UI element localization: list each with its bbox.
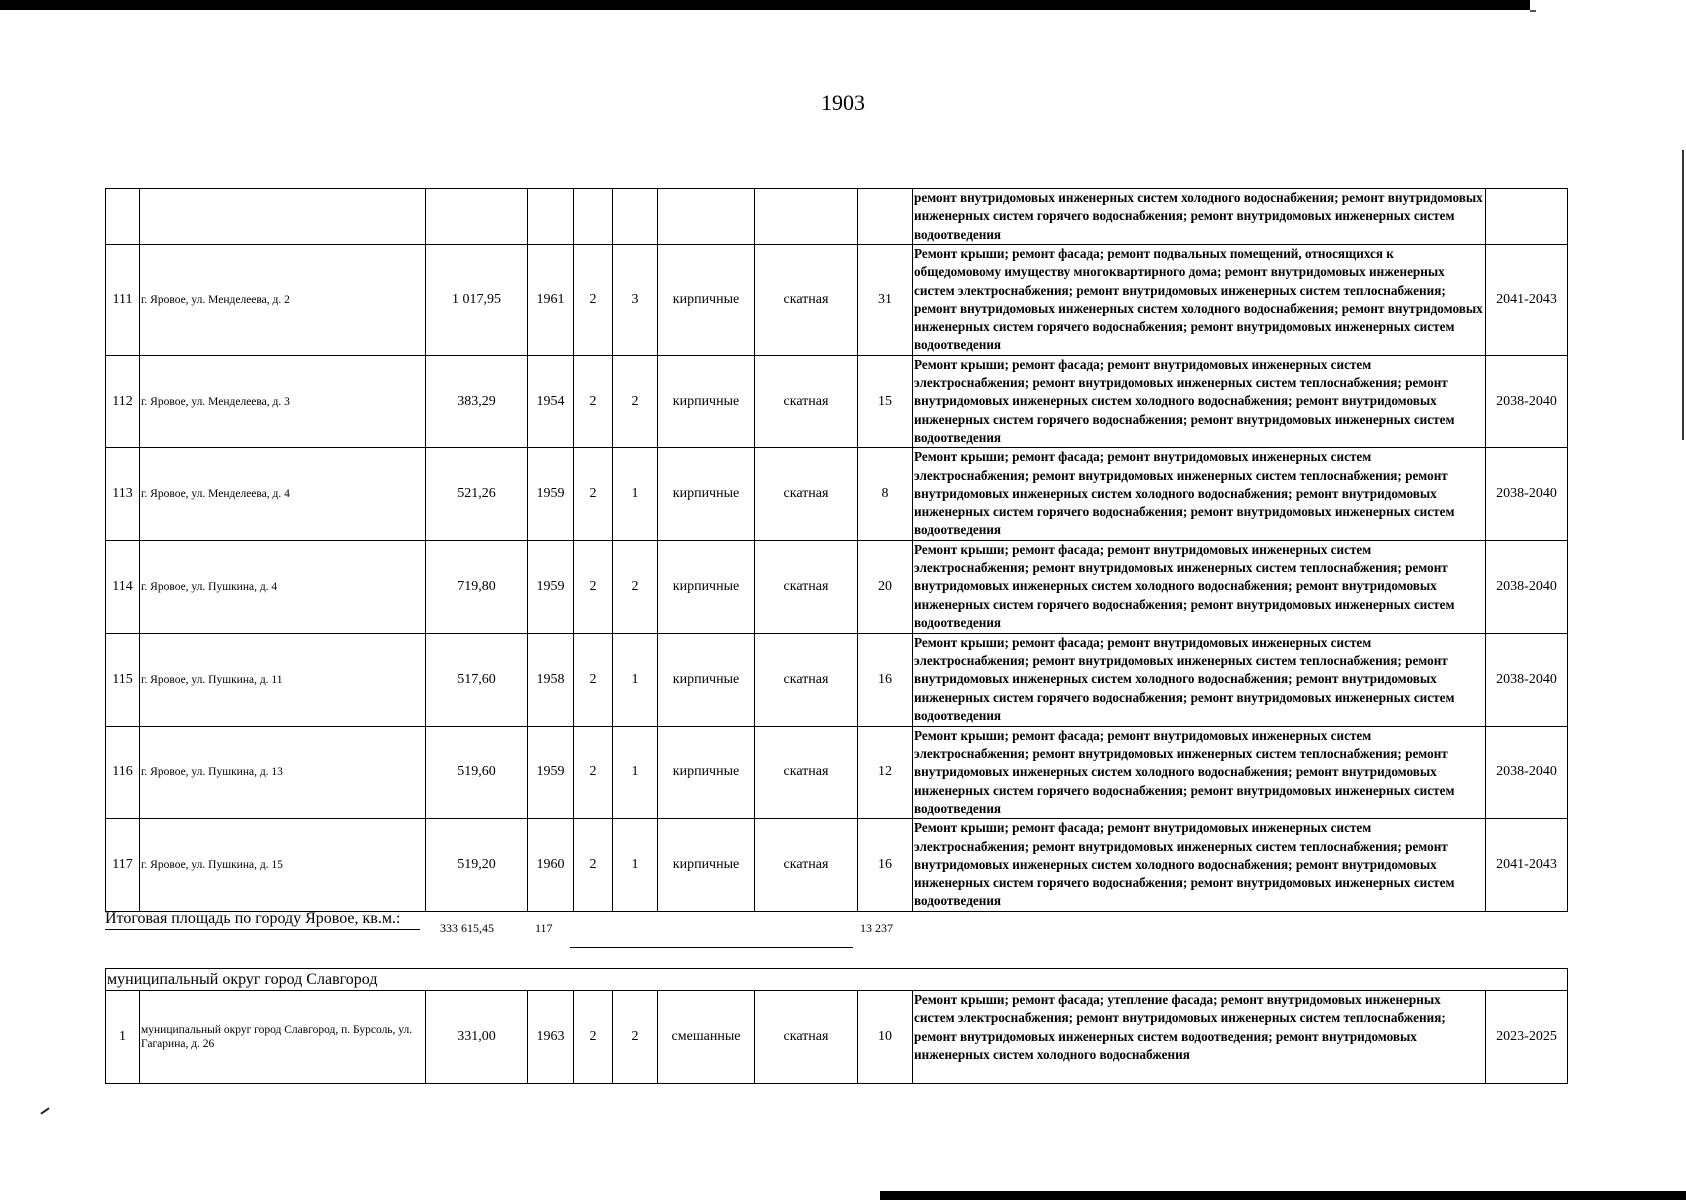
cell-entrances: 1: [613, 819, 658, 911]
cell-walls: кирпичные: [658, 540, 755, 633]
cell-entrances: 2: [613, 355, 658, 447]
cell-residents: 8: [858, 448, 913, 540]
cell-residents: 31: [858, 245, 913, 356]
cell-works: ремонт внутридомовых инженерных систем холодного водоснабжения; ремонт внутридомовых инженерных систем горячего водоснабжения; ремонт внутридомовых инженерных систем водоотведения: [913, 189, 1486, 245]
cell-works: Ремонт крыши; ремонт фасада; ремонт внутридомовых инженерных систем электроснабжения; ремонт внутридомовых инженерных систем теплоснабжения; ремонт внутридомовых инженерных систем холодного водоснабжения; ремонт внутридомовых инженерных систем горячего водоснабжения; ремонт внутридомовых инженерных систем водоотведения: [913, 540, 1486, 633]
cell-area: 1 017,95: [426, 245, 528, 356]
cell-empty: [574, 189, 613, 245]
cell-residents: 12: [858, 726, 913, 818]
cell-floors: 2: [574, 633, 613, 726]
cell-residents: 20: [858, 540, 913, 633]
cell-empty: [140, 189, 426, 245]
cell-floors: 2: [574, 991, 613, 1084]
summary-label: Итоговая площадь по городу Яровое, кв.м.:: [105, 909, 420, 930]
table-row: [106, 819, 1568, 911]
cell-walls: смешанные: [658, 991, 755, 1084]
continuation-row: [106, 189, 1568, 245]
cell-year: 1960: [528, 819, 574, 911]
cell-address: г. Яровое, ул. Менделеева, д. 4: [140, 448, 426, 540]
table-row: [106, 355, 1568, 447]
cell-residents: 16: [858, 819, 913, 911]
cell-period: 2038-2040: [1486, 540, 1568, 633]
section-title: муниципальный округ город Славгород: [106, 969, 1568, 991]
cell-roof: скатная: [755, 819, 858, 911]
cell-roof: скатная: [755, 448, 858, 540]
cell-entrances: 1: [613, 726, 658, 818]
cell-number: 114: [106, 540, 140, 633]
cell-walls: кирпичные: [658, 726, 755, 818]
cell-address: г. Яровое, ул. Пушкина, д. 13: [140, 726, 426, 818]
cell-entrances: 2: [613, 540, 658, 633]
cell-floors: 2: [574, 355, 613, 447]
scan-speck: [40, 1107, 49, 1114]
cell-works: Ремонт крыши; ремонт фасада; ремонт внутридомовых инженерных систем электроснабжения; ремонт внутридомовых инженерных систем теплоснабжения; ремонт внутридомовых инженерных систем холодного водоснабжения; ремонт внутридомовых инженерных систем горячего водоснабжения; ремонт внутридомовых инженерных систем водоотведения: [913, 726, 1486, 818]
cell-year: 1959: [528, 726, 574, 818]
cell-number: 113: [106, 448, 140, 540]
cell-works: Ремонт крыши; ремонт фасада; ремонт внутридомовых инженерных систем электроснабжения; ремонт внутридомовых инженерных систем теплоснабжения; ремонт внутридомовых инженерных систем холодного водоснабжения; ремонт внутридомовых инженерных систем горячего водоснабжения; ремонт внутридомовых инженерных систем водоотведения: [913, 633, 1486, 726]
cell-area: 519,60: [426, 726, 528, 818]
cell-roof: скатная: [755, 245, 858, 356]
cell-walls: кирпичные: [658, 355, 755, 447]
table-row: [106, 448, 1568, 540]
cell-floors: 2: [574, 245, 613, 356]
cell-area: 383,29: [426, 355, 528, 447]
section-header-row: [106, 969, 1568, 991]
cell-address: г. Яровое, ул. Пушкина, д. 11: [140, 633, 426, 726]
cell-entrances: 3: [613, 245, 658, 356]
cell-number: 111: [106, 245, 140, 356]
summary-underline: [570, 947, 853, 948]
cell-empty: [426, 189, 528, 245]
cell-residents: 16: [858, 633, 913, 726]
scan-right-edge-mark: [1682, 150, 1684, 440]
cell-works: Ремонт крыши; ремонт фасада; ремонт внутридомовых инженерных систем электроснабжения; ремонт внутридомовых инженерных систем теплоснабжения; ремонт внутридомовых инженерных систем холодного водоснабжения; ремонт внутридомовых инженерных систем горячего водоснабжения; ремонт внутридомовых инженерных систем водоотведения: [913, 448, 1486, 540]
cell-number: 1: [106, 991, 140, 1084]
cell-address: г. Яровое, ул. Менделеева, д. 3: [140, 355, 426, 447]
scan-bottom-border: [880, 1191, 1686, 1200]
cell-period: 2041-2043: [1486, 819, 1568, 911]
cell-empty: [755, 189, 858, 245]
cell-empty: [658, 189, 755, 245]
cell-year: 1961: [528, 245, 574, 356]
cell-number: 116: [106, 726, 140, 818]
houses-table: [105, 188, 1568, 912]
cell-period: 2038-2040: [1486, 355, 1568, 447]
cell-floors: 2: [574, 540, 613, 633]
cell-roof: скатная: [755, 355, 858, 447]
cell-address: г. Яровое, ул. Пушкина, д. 4: [140, 540, 426, 633]
cell-residents: 10: [858, 991, 913, 1084]
cell-year: 1963: [528, 991, 574, 1084]
cell-floors: 2: [574, 819, 613, 911]
cell-area: 517,60: [426, 633, 528, 726]
cell-period: 2023-2025: [1486, 991, 1568, 1084]
cell-entrances: 2: [613, 991, 658, 1084]
cell-walls: кирпичные: [658, 819, 755, 911]
cell-roof: скатная: [755, 633, 858, 726]
cell-roof: скатная: [755, 540, 858, 633]
cell-area: 331,00: [426, 991, 528, 1084]
cell-address: г. Яровое, ул. Пушкина, д. 15: [140, 819, 426, 911]
table-row: [106, 245, 1568, 356]
summary-residents: 13 237: [860, 921, 893, 935]
cell-year: 1958: [528, 633, 574, 726]
summary-count: 117: [535, 921, 553, 935]
cell-floors: 2: [574, 726, 613, 818]
cell-residents: 15: [858, 355, 913, 447]
cell-year: 1959: [528, 448, 574, 540]
cell-empty: [106, 189, 140, 245]
cell-floors: 2: [574, 448, 613, 540]
cell-number: 112: [106, 355, 140, 447]
cell-period: 2041-2043: [1486, 245, 1568, 356]
cell-period: 2038-2040: [1486, 633, 1568, 726]
cell-year: 1959: [528, 540, 574, 633]
cell-number: 115: [106, 633, 140, 726]
summary-area: 333 615,45: [440, 921, 494, 935]
cell-works: Ремонт крыши; ремонт фасада; ремонт подвальных помещений, относящихся к общедомовому имуществу многоквартирного дома; ремонт внутридомовых инженерных систем электроснабжения; ремонт внутридомовых инженерных систем теплоснабжения; ремонт внутридомовых инженерных систем холодного водоснабжения; ремонт внутридомовых инженерных систем горячего водоснабжения; ремонт внутридомовых инженерных систем водоотведения: [913, 245, 1486, 356]
cell-roof: скатная: [755, 991, 858, 1084]
cell-area: 519,20: [426, 819, 528, 911]
cell-period: 2038-2040: [1486, 726, 1568, 818]
page-number: 1903: [821, 90, 865, 115]
cell-address: г. Яровое, ул. Менделеева, д. 2: [140, 245, 426, 356]
cell-empty: [613, 189, 658, 245]
cell-empty: [1486, 189, 1568, 245]
cell-period: 2038-2040: [1486, 448, 1568, 540]
cell-entrances: 1: [613, 633, 658, 726]
section-table: [105, 968, 1568, 1084]
table-row: [106, 726, 1568, 818]
table-row: [106, 540, 1568, 633]
table-row: [106, 991, 1568, 1084]
cell-address: муниципальный округ город Славгород, п. Бурсоль, ул. Гагарина, д. 26: [140, 991, 426, 1084]
scan-top-border-tail: [1530, 10, 1536, 12]
cell-works: Ремонт крыши; ремонт фасада; ремонт внутридомовых инженерных систем электроснабжения; ремонт внутридомовых инженерных систем теплоснабжения; ремонт внутридомовых инженерных систем холодного водоснабжения; ремонт внутридомовых инженерных систем горячего водоснабжения; ремонт внутридомовых инженерных систем водоотведения: [913, 355, 1486, 447]
cell-works: Ремонт крыши; ремонт фасада; ремонт внутридомовых инженерных систем электроснабжения; ремонт внутридомовых инженерных систем теплоснабжения; ремонт внутридомовых инженерных систем холодного водоснабжения; ремонт внутридомовых инженерных систем горячего водоснабжения; ремонт внутридомовых инженерных систем водоотведения: [913, 819, 1486, 911]
table-row: [106, 633, 1568, 726]
cell-walls: кирпичные: [658, 245, 755, 356]
cell-walls: кирпичные: [658, 448, 755, 540]
cell-area: 521,26: [426, 448, 528, 540]
cell-area: 719,80: [426, 540, 528, 633]
scan-top-border: [0, 0, 1530, 10]
cell-walls: кирпичные: [658, 633, 755, 726]
cell-entrances: 1: [613, 448, 658, 540]
cell-works: Ремонт крыши; ремонт фасада; утепление фасада; ремонт внутридомовых инженерных систем электроснабжения; ремонт внутридомовых инженерных систем теплоснабжения; ремонт внутридомовых инженерных систем водоотведения; ремонт внутридомовых инженерных систем холодного водоснабжения: [913, 991, 1486, 1084]
cell-year: 1954: [528, 355, 574, 447]
cell-empty: [528, 189, 574, 245]
cell-empty: [858, 189, 913, 245]
summary-row: [105, 909, 1575, 951]
cell-roof: скатная: [755, 726, 858, 818]
cell-number: 117: [106, 819, 140, 911]
